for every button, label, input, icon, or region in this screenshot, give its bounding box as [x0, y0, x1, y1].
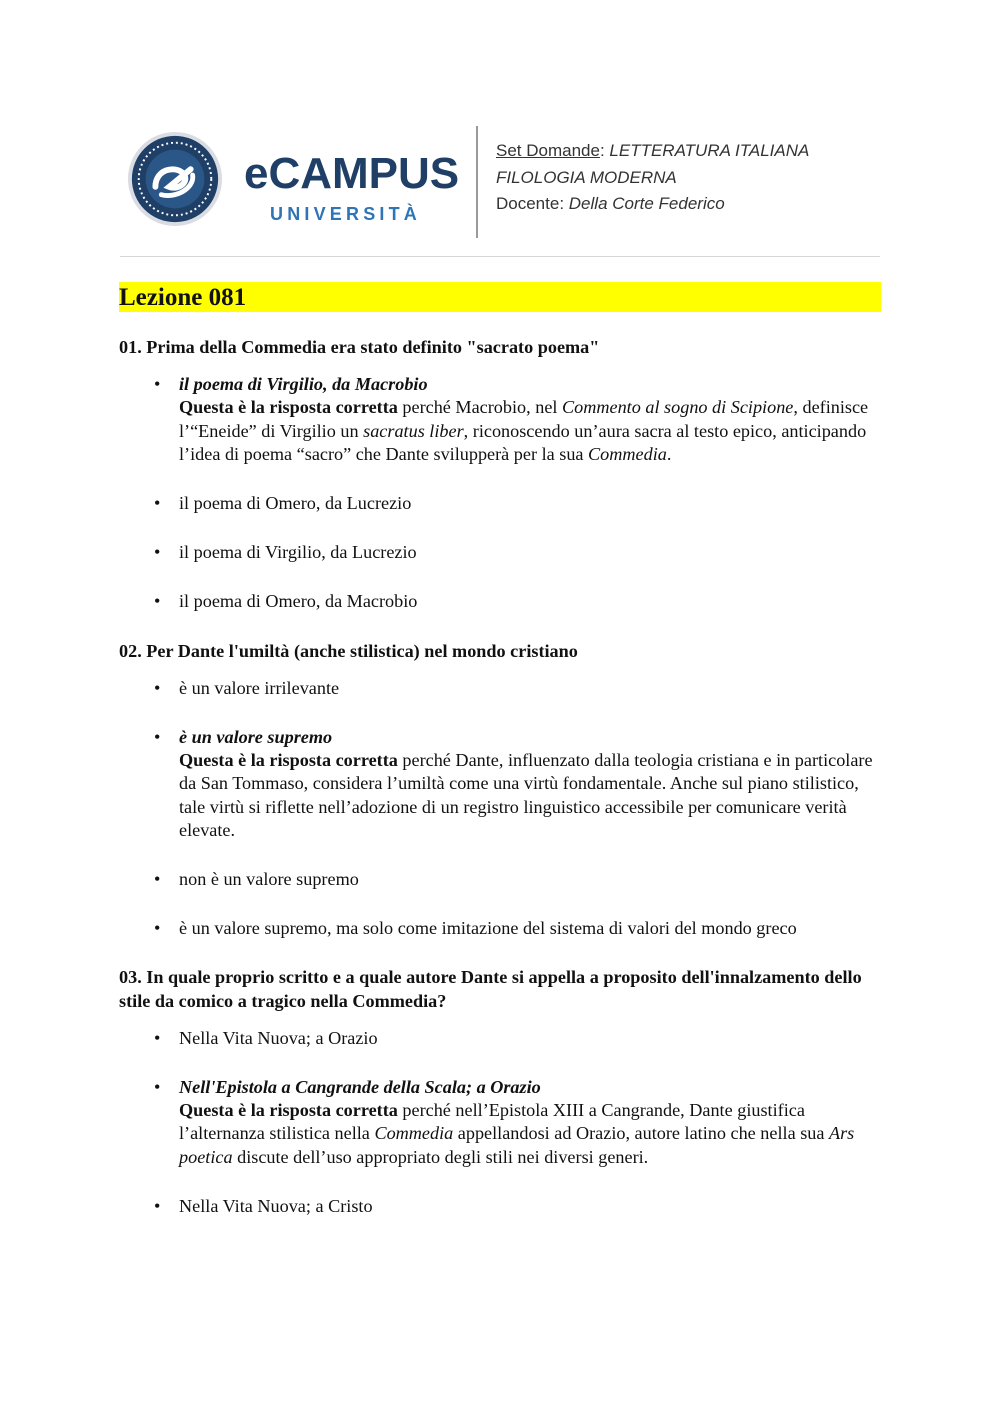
correct-option — [119, 1076, 889, 1169]
explanation-part: , riconoscendo un’aura sacra al testo epico, anticipando l’idea di poema “sacro” che Dante svilupperà per la sua — [179, 420, 867, 464]
bullet-icon: • — [154, 591, 161, 612]
course-value: FILOLOGIA MODERNA — [496, 167, 677, 187]
correct-option — [119, 373, 889, 466]
answer-option — [119, 1195, 889, 1218]
explanation-part: sacratus liber — [363, 420, 464, 441]
explanation — [179, 1099, 889, 1169]
explanation-part: Ars poetica — [179, 1123, 855, 1167]
option-text: il poema di Virgilio, da Macrobio — [179, 374, 428, 395]
header-info — [496, 138, 809, 218]
bullet-icon: • — [154, 493, 161, 514]
teacher-line — [496, 191, 809, 218]
explanation-part: perché Dante, influenzato dalla teologia cristiana e in particolare da San Tommaso, considera l’umiltà come una virtù fondamentale. Anche sul piano stilistico, tale virtù si riflette nell’adozione di un registro linguistico accessibile per comunicare verità elevate. — [179, 750, 873, 840]
explanation — [179, 749, 889, 842]
lesson-title: Lezione 081 — [119, 282, 881, 312]
explanation-part: perché Macrobio, nel — [397, 397, 562, 418]
answer-option — [119, 1027, 889, 1050]
bullet-icon: • — [154, 869, 161, 890]
explanation-part: Commedia — [374, 1123, 454, 1144]
questions-container — [119, 336, 889, 1244]
option-text: è un valore supremo — [179, 727, 333, 748]
set-label: Set Domande — [496, 141, 600, 160]
explanation-part: Questa è la risposta corretta — [179, 750, 398, 771]
option-text: è un valore irrilevante — [179, 677, 340, 698]
explanation-part: appellandosi ad Orazio, autore latino che nella sua — [453, 1123, 829, 1144]
bullet-icon: • — [154, 542, 161, 563]
teacher-value: Della Corte Federico — [568, 194, 725, 213]
set-value: LETTERATURA ITALIANA — [609, 141, 810, 160]
header-divider — [476, 126, 478, 238]
option-text: il poema di Omero, da Macrobio — [179, 591, 418, 612]
option-text: Nella Vita Nuova; a Cristo — [179, 1195, 373, 1216]
option-text: il poema di Virgilio, da Lucrezio — [179, 542, 417, 563]
explanation-part: perché nell’Epistola XIII a Cangrande, Dante giustifica l’alternanza stilistica nella — [179, 1100, 805, 1144]
explanation — [179, 396, 889, 466]
answer-option — [119, 492, 889, 515]
question-title: 03. In quale proprio scritto e a quale autore Dante si appella a proposito dell'innalzamento dello stile da comico a tragico nella Commedia? — [119, 967, 862, 1011]
logo-wordmark: eCAMPUS — [244, 149, 460, 198]
options-list — [119, 373, 889, 613]
explanation-part: , definisce l’“Eneide” di Virgilio un — [179, 397, 869, 441]
logo-subtitle: UNIVERSITÀ — [270, 204, 422, 224]
bullet-icon: • — [154, 374, 161, 395]
bullet-icon: • — [154, 1027, 161, 1048]
question-title: 02. Per Dante l'umiltà (anche stilistica) nel mondo cristiano — [119, 640, 578, 661]
bullet-icon: • — [154, 677, 161, 698]
option-text: il poema di Omero, da Lucrezio — [179, 493, 412, 514]
options-list — [119, 677, 889, 941]
question-title: 01. Prima della Commedia era stato definito "sacrato poema" — [119, 337, 600, 357]
answer-option — [119, 590, 889, 613]
bullet-icon: • — [154, 727, 161, 748]
bullet-icon: • — [154, 1195, 161, 1216]
explanation-part: Questa è la risposta corretta — [179, 1100, 398, 1121]
options-list — [119, 1027, 889, 1218]
set-line: Set Domande: LETTERATURA ITALIANA — [496, 141, 810, 160]
option-text: Nella Vita Nuova; a Orazio — [179, 1027, 378, 1048]
explanation-part: Questa è la risposta corretta — [179, 397, 398, 418]
bullet-icon: • — [154, 1077, 161, 1098]
option-text: Nell'Epistola a Cangrande della Scala; a Orazio — [179, 1077, 541, 1098]
answer-option — [119, 541, 889, 564]
option-text: è un valore supremo, ma solo come imitazione del sistema di valori del mondo greco — [179, 918, 797, 939]
explanation-part: . — [666, 443, 672, 464]
explanation-part: discute dell’uso appropriato degli stili nei diversi generi. — [232, 1146, 649, 1167]
university-seal-logo — [126, 130, 224, 228]
header-rule — [120, 256, 880, 257]
correct-option — [119, 726, 889, 842]
explanation-part: Commedia — [588, 443, 667, 464]
document-header — [120, 118, 880, 256]
explanation-part: Commento al sogno di Scipione — [562, 397, 794, 418]
teacher-label: Docente: — [496, 194, 565, 213]
option-text: non è un valore supremo — [179, 869, 359, 890]
answer-option — [119, 677, 889, 700]
course-line — [496, 165, 809, 192]
bullet-icon: • — [154, 918, 161, 939]
answer-option — [119, 868, 889, 891]
answer-option — [119, 917, 889, 940]
